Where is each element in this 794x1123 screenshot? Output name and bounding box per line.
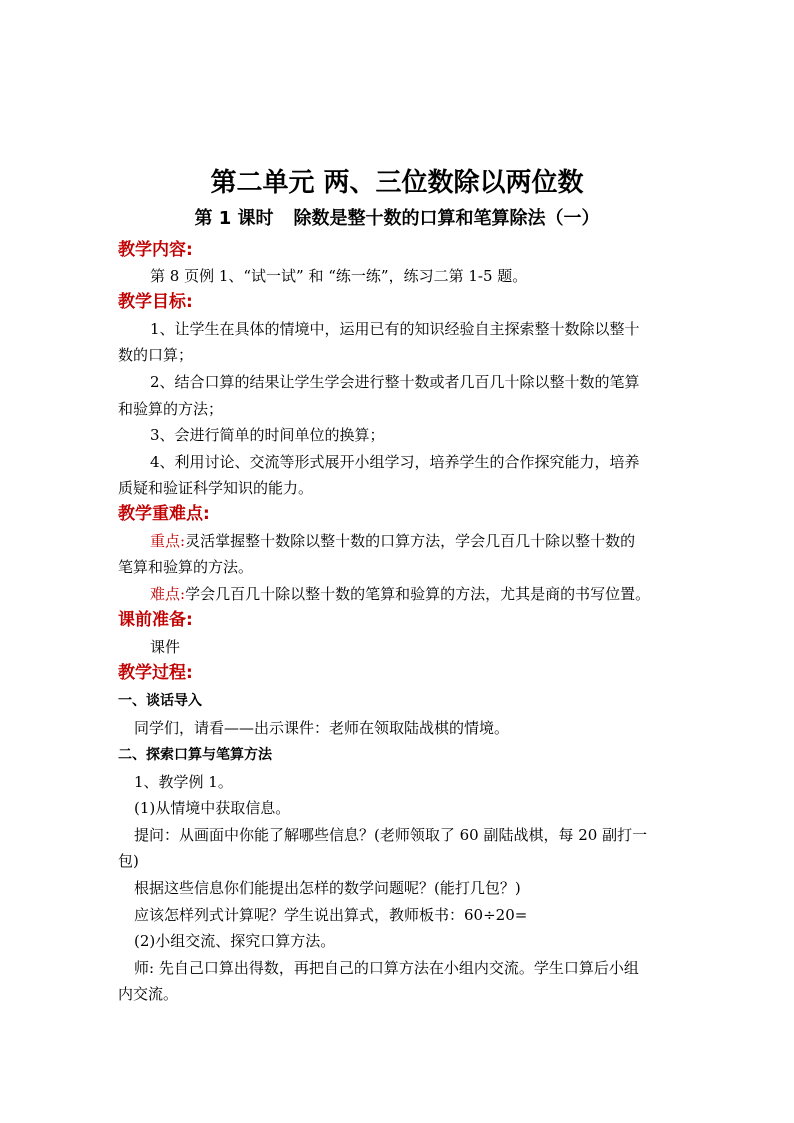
prep-text: 课件	[150, 638, 181, 656]
goal-2-line-1: 2、结合口算的结果让学生学会进行整十数或者几百几十除以整十数的笔算	[150, 373, 640, 391]
goal-1-line-2: 数的口算；	[118, 346, 194, 364]
focus-label: 重点:	[150, 532, 186, 550]
goal-2-line-2: 和验算的方法；	[118, 400, 224, 418]
content-text: 第 8 页例 1、“试一试” 和 “练一练”，练习二第 1-5 题。	[150, 267, 528, 285]
process-step-1: 1、教学例 1。	[134, 773, 233, 791]
section-1-text: 同学们，请看——出示课件：老师在领取陆战棋的情境。	[134, 719, 510, 737]
heading-goals: 教学目标:	[118, 292, 193, 312]
lesson-number: 第 1 课时	[194, 208, 274, 229]
focus-line-1	[150, 531, 710, 551]
difficulty-text: 学会几百几十除以整十数的笔算和验算的方法，尤其是商的书写位置。	[185, 585, 651, 603]
process-question-line-1: 提问：从画面中你能了解哪些信息？(老师领取了 60 副陆战棋，每 20 副打一	[134, 826, 648, 844]
process-teacher-line-2: 内交流。	[118, 985, 179, 1003]
heading-process: 教学过程:	[118, 663, 193, 683]
difficulty-label: 难点:	[150, 585, 186, 603]
unit-title: 第二单元 两、三位数除以两位数	[210, 168, 584, 198]
heading-content: 教学内容:	[118, 240, 193, 260]
process-step-2: (1)从情境中获取信息。	[134, 799, 291, 817]
goal-4-line-1: 4、利用讨论、交流等形式展开小组学习，培养学生的合作探究能力，培养	[150, 453, 640, 471]
goal-3: 3、会进行简单的时间单位的换算；	[150, 426, 385, 444]
lesson-subtitle	[0, 206, 794, 232]
lesson-topic: 除数是整十数的口算和笔算除法（一）	[293, 208, 600, 229]
heading-prep: 课前准备:	[118, 610, 193, 630]
process-teacher-line-1: 师: 先自己口算出得数，再把自己的口算方法在小组内交流。学生口算后小组	[134, 959, 639, 977]
section-2-title: 二、探索口算与笔算方法	[118, 747, 272, 763]
section-1-title: 一、谈话导入	[118, 693, 202, 709]
heading-keypoints: 教学重难点:	[118, 504, 210, 524]
process-question-line-2: 包)	[118, 852, 139, 870]
process-step-4: 根据这些信息你们能提出怎样的数学问题呢？(能打几包？)	[134, 879, 521, 897]
difficulty-line	[150, 584, 710, 604]
goal-1-line-1: 1、让学生在具体的情境中，运用已有的知识经验自主探索整十数除以整十	[150, 320, 640, 338]
focus-text: 灵活掌握整十数除以整十数的口算方法，学会几百几十除以整十数的	[185, 532, 636, 550]
focus-line-2: 笔算和验算的方法。	[118, 558, 254, 576]
process-step-6: (2)小组交流、探究口算方法。	[134, 932, 336, 950]
goal-4-line-2: 质疑和验证科学知识的能力。	[118, 479, 314, 497]
process-step-5: 应该怎样列式计算呢？学生说出算式，教师板书：60÷20=	[134, 906, 528, 924]
